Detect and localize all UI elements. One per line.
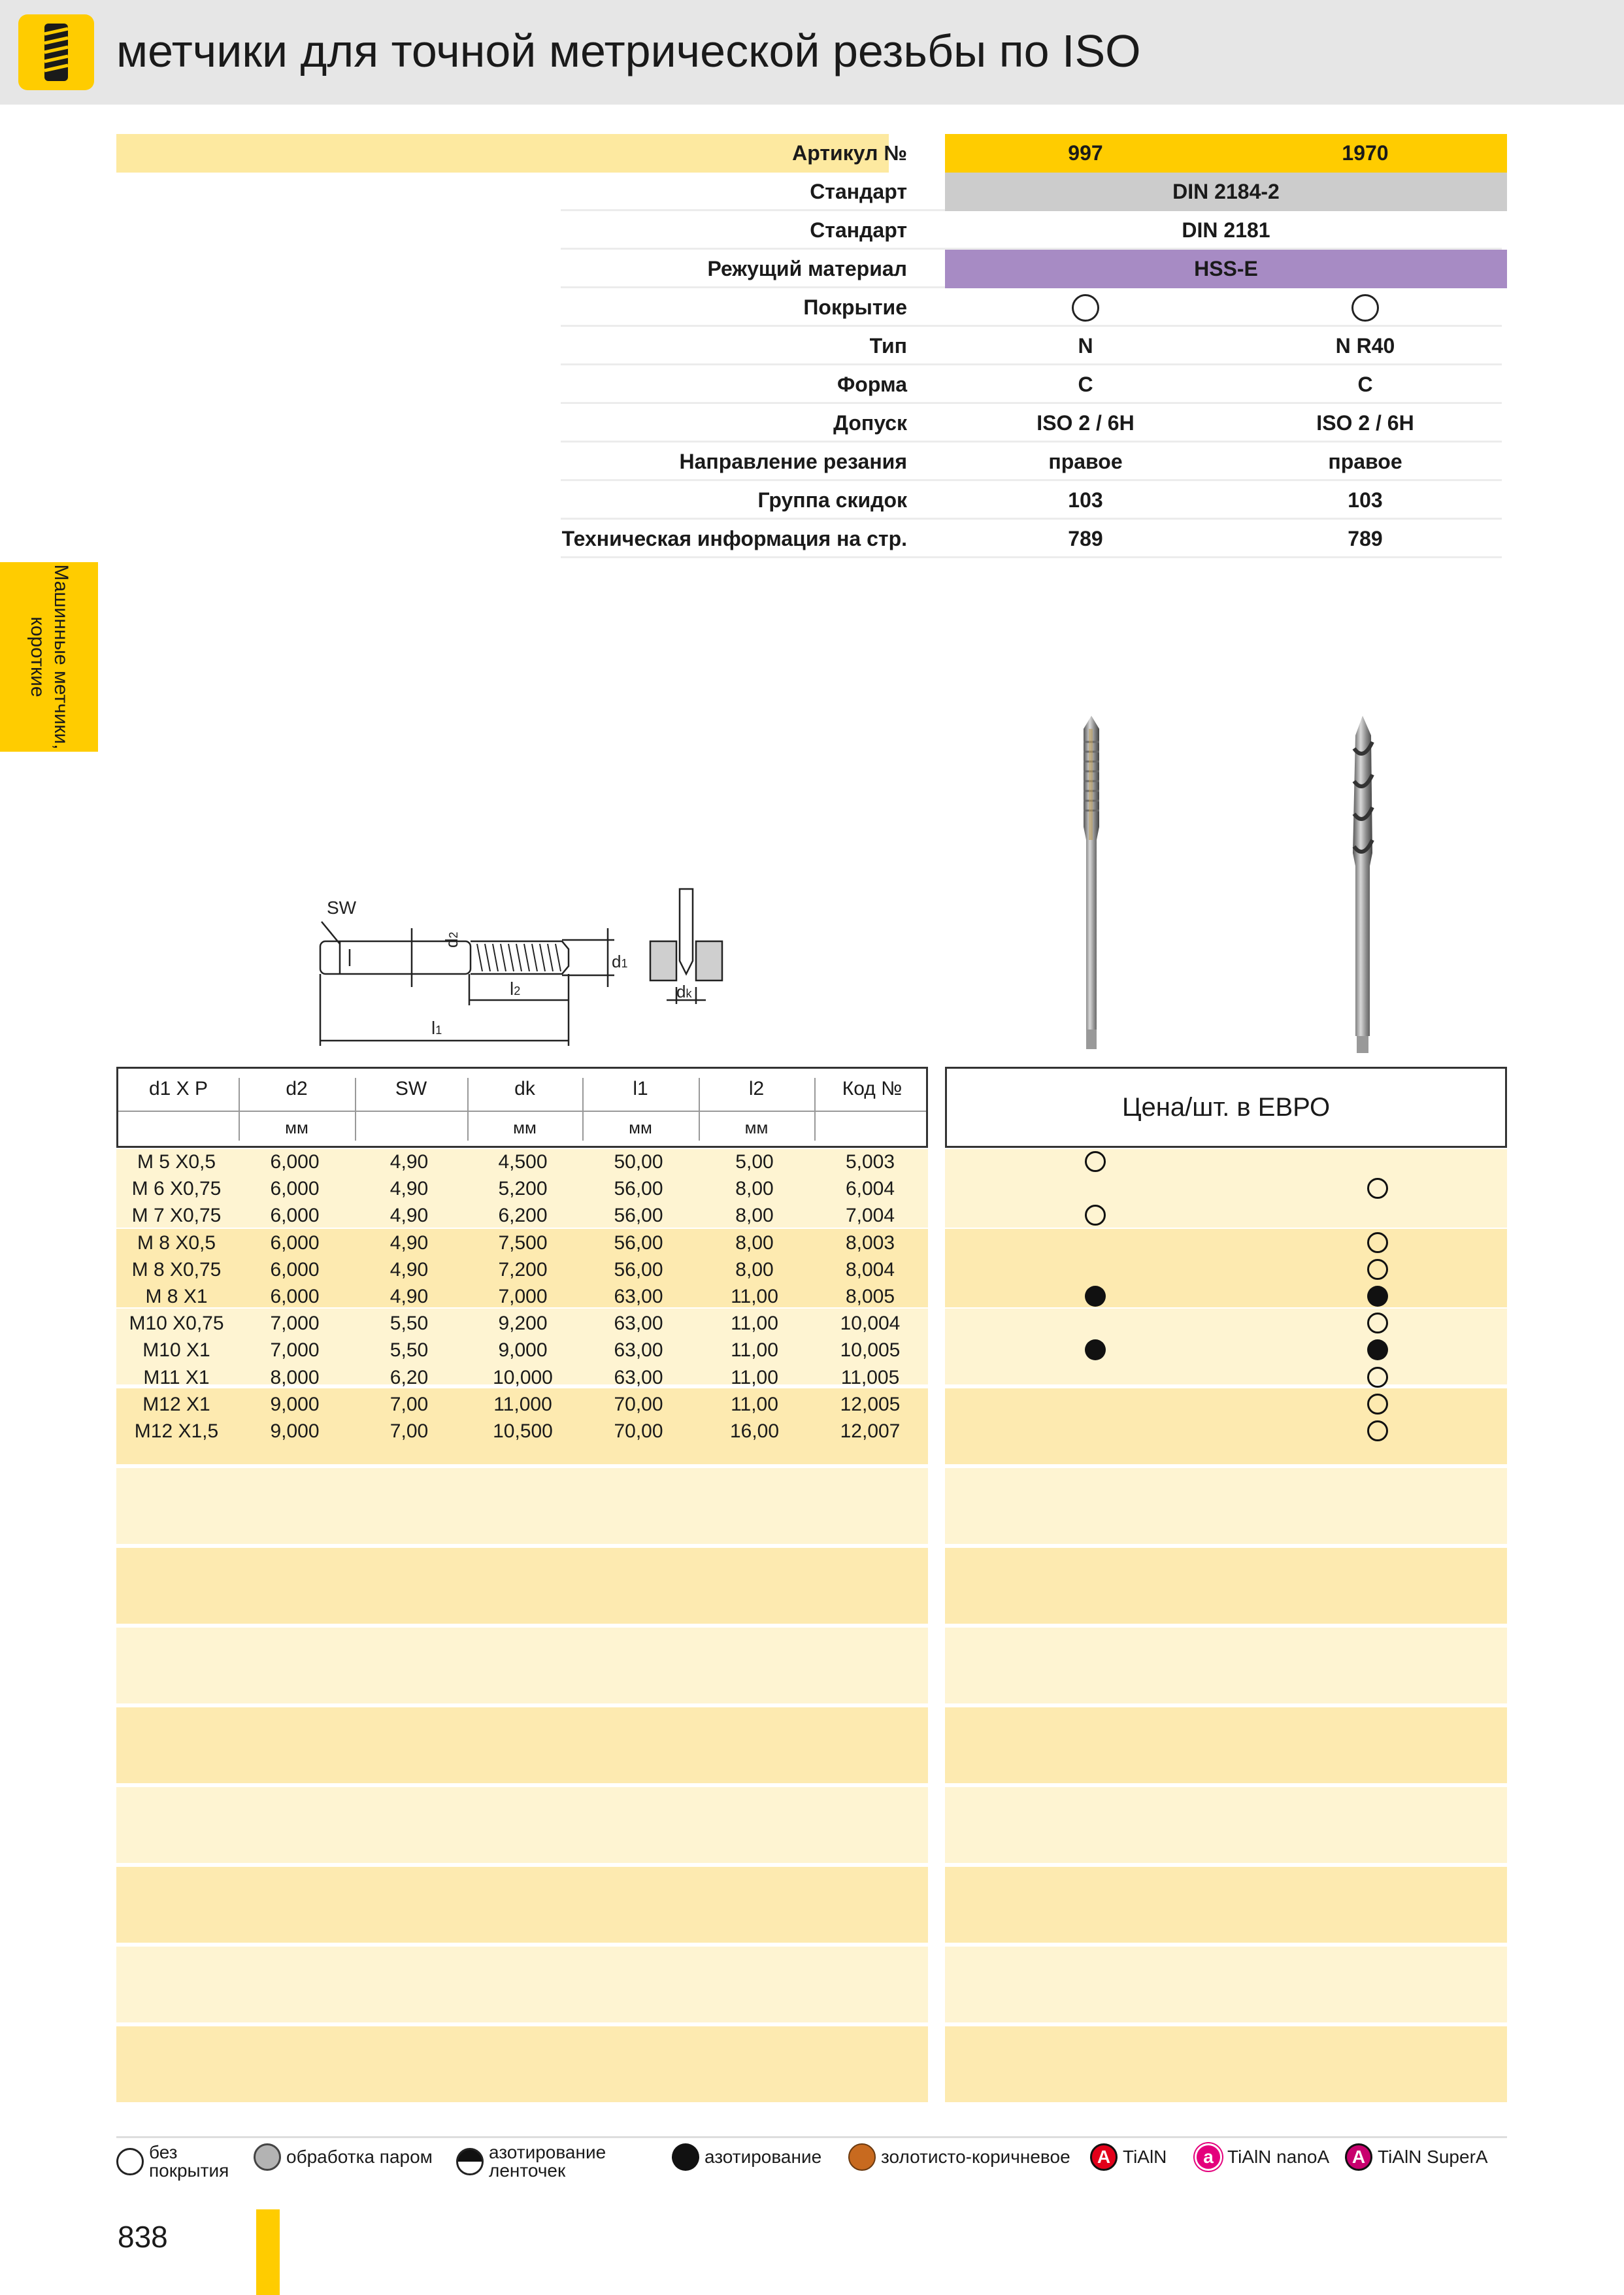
tap-dimension-diagram bbox=[301, 876, 732, 1059]
coating-legend bbox=[116, 2136, 1507, 2185]
column-header: Код № bbox=[842, 1078, 903, 1099]
cell-sw: 5,50 bbox=[389, 1313, 429, 1335]
cell-d1p: M 7 X0,75 bbox=[131, 1205, 222, 1227]
table-row bbox=[116, 1148, 928, 1175]
side-tab-line2: короткие bbox=[27, 616, 48, 697]
svg-text:l1 bbox=[431, 1018, 442, 1038]
table-band bbox=[945, 1149, 1507, 1228]
cell-d2: 6,000 bbox=[270, 1178, 320, 1200]
table-row bbox=[116, 1337, 928, 1364]
table-band bbox=[945, 1867, 1507, 1943]
availability-open-circle-icon bbox=[1367, 1394, 1388, 1415]
table-band bbox=[116, 1867, 928, 1943]
column-unit: мм bbox=[629, 1118, 652, 1137]
cell-code: 5,003 bbox=[845, 1151, 895, 1173]
spec-row bbox=[116, 327, 1502, 365]
cell-code: 8,003 bbox=[845, 1231, 895, 1254]
table-row bbox=[116, 1230, 928, 1256]
spec-label: Тип bbox=[869, 334, 907, 358]
cell-sw: 4,90 bbox=[389, 1231, 429, 1254]
table-row bbox=[116, 1283, 928, 1310]
availability-open-circle-icon bbox=[1367, 1313, 1388, 1333]
column-separator bbox=[582, 1078, 584, 1141]
column-header: dk bbox=[514, 1078, 535, 1099]
cell-l1: 56,00 bbox=[614, 1178, 663, 1200]
spec-value-col2: 789 bbox=[1348, 527, 1383, 550]
svg-text:d2 bbox=[442, 932, 461, 948]
cell-l1: 50,00 bbox=[614, 1151, 663, 1173]
availability-open-circle-icon bbox=[1367, 1232, 1388, 1253]
cell-sw: 4,90 bbox=[389, 1286, 429, 1307]
spec-value-col2: N R40 bbox=[1335, 334, 1395, 358]
spec-label: Покрытие bbox=[803, 295, 907, 319]
cell-l1: 63,00 bbox=[614, 1313, 663, 1335]
circle-red-A-icon bbox=[1090, 2143, 1118, 2171]
cell-l2: 16,00 bbox=[729, 1420, 780, 1442]
spec-label: Стандарт bbox=[810, 218, 907, 242]
cell-dk: 9,000 bbox=[498, 1339, 548, 1362]
spec-row bbox=[116, 250, 1502, 288]
cell-l2: 11,00 bbox=[731, 1286, 778, 1307]
cell-sw: 7,00 bbox=[389, 1393, 429, 1415]
cell-d2: 9,000 bbox=[270, 1420, 320, 1442]
cell-dk: 6,200 bbox=[498, 1205, 548, 1227]
column-separator bbox=[239, 1078, 240, 1141]
column-separator bbox=[814, 1078, 816, 1141]
tool-images bbox=[1026, 716, 1431, 1056]
cell-d2: 6,000 bbox=[270, 1258, 320, 1281]
spec-label: Артикул № bbox=[792, 141, 907, 165]
legend-letter: A bbox=[1097, 2147, 1111, 2167]
cell-d1p: M 8 X1 bbox=[145, 1286, 208, 1307]
uncoated-circle-icon bbox=[1072, 294, 1099, 322]
cell-code: 12,005 bbox=[840, 1393, 901, 1415]
header-divider bbox=[118, 1111, 926, 1112]
diagram-label-dk-sub: k bbox=[686, 987, 692, 1000]
cell-dk: 11,000 bbox=[493, 1393, 552, 1415]
cell-d2: 6,000 bbox=[270, 1231, 320, 1254]
spec-label: Направление резания bbox=[679, 450, 907, 473]
spec-value-col2: 1970 bbox=[1342, 141, 1389, 165]
legend-label: азотирование ленточек bbox=[489, 2142, 606, 2181]
cell-d1p: M 6 X0,75 bbox=[131, 1178, 222, 1200]
availability-open-circle-icon bbox=[1367, 1259, 1388, 1280]
table-band bbox=[945, 1548, 1507, 1624]
column-separator bbox=[699, 1078, 700, 1141]
cell-code: 11,005 bbox=[840, 1366, 900, 1388]
spec-label: Форма bbox=[837, 373, 907, 396]
legend-letter: A bbox=[1351, 2147, 1366, 2167]
data-table-header bbox=[116, 1067, 928, 1148]
circle-black-icon bbox=[672, 2143, 699, 2171]
availability-open-circle-icon bbox=[1367, 1178, 1388, 1199]
table-band bbox=[116, 1548, 928, 1624]
footer-accent-bar bbox=[256, 2209, 280, 2295]
price-header: Цена/шт. в ЕВРО bbox=[945, 1067, 1507, 1148]
uncoated-circle-icon bbox=[1225, 288, 1506, 327]
column-unit bbox=[118, 1109, 239, 1146]
cell-d1p: M10 X0,75 bbox=[129, 1313, 224, 1335]
cell-d1p: M11 X1 bbox=[143, 1366, 210, 1388]
page-title: метчики для точной метрической резьбы по ISO bbox=[116, 25, 1141, 76]
spec-value-col1: 997 bbox=[1068, 141, 1103, 165]
cell-dk: 7,000 bbox=[498, 1286, 548, 1307]
table-band bbox=[945, 1309, 1507, 1384]
legend-label: без покрытия bbox=[149, 2142, 229, 2181]
spec-value-col2: ISO 2 / 6H bbox=[1316, 411, 1414, 435]
cell-d2: 8,000 bbox=[270, 1366, 320, 1388]
column-unit: мм bbox=[513, 1118, 537, 1137]
column-unit: мм bbox=[285, 1118, 308, 1137]
column-unit bbox=[814, 1109, 930, 1146]
cell-d1p: M 5 X0,5 bbox=[137, 1151, 216, 1173]
cell-d2: 7,000 bbox=[270, 1313, 320, 1335]
spec-value-col1: 103 bbox=[1068, 488, 1103, 512]
diagram-label-sw: SW bbox=[327, 897, 357, 918]
cell-l1: 70,00 bbox=[614, 1393, 663, 1415]
circle-open-icon bbox=[116, 2148, 144, 2175]
table-row bbox=[116, 1175, 928, 1202]
legend-label: TiAlN nanoA bbox=[1227, 2147, 1330, 2167]
table-row bbox=[116, 1256, 928, 1283]
uncoated-circle-icon bbox=[1351, 294, 1379, 322]
svg-text:dk bbox=[676, 982, 692, 1001]
spec-value-merged: HSS-E bbox=[1194, 257, 1258, 280]
column-unit bbox=[355, 1109, 467, 1146]
spec-value-col2: 103 bbox=[1348, 488, 1383, 512]
diagram-label-l1-sub: 1 bbox=[435, 1024, 442, 1037]
cell-sw: 4,90 bbox=[389, 1258, 429, 1281]
cell-l1: 56,00 bbox=[614, 1205, 663, 1227]
diagram-label-dk: d bbox=[676, 982, 686, 1001]
cell-l2: 11,00 bbox=[731, 1366, 778, 1388]
spec-label: Режущий материал bbox=[707, 257, 907, 280]
spec-label: Техническая информация на стр. bbox=[561, 527, 907, 550]
column-separator bbox=[355, 1078, 356, 1141]
spec-row bbox=[116, 481, 1502, 520]
cell-d1p: M10 X1 bbox=[142, 1339, 210, 1362]
table-band bbox=[116, 1628, 928, 1703]
legend-item bbox=[456, 2143, 606, 2180]
spec-row bbox=[116, 443, 1502, 481]
legend-item bbox=[116, 2143, 229, 2180]
cell-code: 6,004 bbox=[845, 1178, 895, 1200]
table-band bbox=[116, 1787, 928, 1863]
cell-l2: 11,00 bbox=[731, 1313, 778, 1335]
cell-d1p: M12 X1,5 bbox=[134, 1420, 219, 1442]
cell-l1: 63,00 bbox=[614, 1339, 663, 1362]
spec-row bbox=[116, 134, 1502, 173]
diagram-label-d2-sub: 2 bbox=[447, 931, 460, 939]
legend-item bbox=[1090, 2143, 1167, 2171]
cell-sw: 4,90 bbox=[389, 1178, 429, 1200]
table-band bbox=[945, 1707, 1507, 1783]
cell-sw: 6,20 bbox=[389, 1366, 429, 1388]
table-band bbox=[116, 2026, 928, 2102]
cell-code: 10,005 bbox=[840, 1339, 901, 1362]
page-number: 838 bbox=[118, 2220, 168, 2254]
cell-l2: 8,00 bbox=[735, 1205, 774, 1227]
legend-item bbox=[1345, 2143, 1488, 2171]
svg-text:d1 bbox=[612, 952, 627, 971]
availability-solid-circle-icon bbox=[1085, 1286, 1106, 1307]
cell-code: 12,007 bbox=[840, 1420, 901, 1442]
legend-item bbox=[254, 2143, 433, 2171]
cell-l1: 56,00 bbox=[614, 1231, 663, 1254]
diagram-label-d1: d bbox=[612, 952, 621, 971]
table-row bbox=[116, 1364, 928, 1391]
spec-value-merged: DIN 2184-2 bbox=[1172, 180, 1280, 203]
legend-label: азотирование bbox=[704, 2147, 822, 2167]
cell-d1p: M12 X1 bbox=[142, 1393, 210, 1415]
diagram-label-l2-sub: 2 bbox=[514, 984, 521, 997]
spec-value-col1: ISO 2 / 6H bbox=[1036, 411, 1135, 435]
table-band bbox=[945, 1388, 1507, 1464]
spec-row bbox=[116, 520, 1502, 558]
table-band bbox=[945, 1787, 1507, 1863]
cell-dk: 5,200 bbox=[498, 1178, 548, 1200]
spec-label: Стандарт bbox=[810, 180, 907, 203]
table-band bbox=[116, 1947, 928, 2022]
legend-item bbox=[848, 2143, 1070, 2171]
circle-pink-a-icon bbox=[1195, 2143, 1222, 2171]
cell-d2: 6,000 bbox=[270, 1151, 320, 1173]
availability-solid-circle-icon bbox=[1367, 1286, 1388, 1307]
column-header: d1 X P bbox=[148, 1078, 208, 1099]
table-band bbox=[116, 1468, 928, 1544]
cell-dk: 10,500 bbox=[493, 1420, 553, 1442]
diagram-label-d2: d bbox=[442, 938, 461, 948]
cell-dk: 4,500 bbox=[498, 1151, 548, 1173]
side-tab-line1: Машинные метчики, bbox=[50, 564, 72, 750]
legend-label: золотисто-коричневое bbox=[881, 2147, 1070, 2167]
column-header: d2 bbox=[286, 1078, 308, 1099]
cell-l2: 11,00 bbox=[731, 1339, 778, 1362]
diagram-label-l2: l bbox=[510, 979, 514, 999]
cell-sw: 5,50 bbox=[389, 1339, 429, 1362]
diagram-label-d1-sub: 1 bbox=[621, 957, 628, 970]
spec-value-col2: C bbox=[1357, 373, 1373, 396]
spec-row bbox=[116, 404, 1502, 443]
spec-value-col1: 789 bbox=[1068, 527, 1103, 550]
spec-value-col1: C bbox=[1078, 373, 1093, 396]
column-header: SW bbox=[395, 1078, 427, 1099]
tap-icon bbox=[18, 14, 94, 90]
availability-open-circle-icon bbox=[1367, 1420, 1388, 1441]
table-row bbox=[116, 1202, 928, 1229]
spec-value-col1: N bbox=[1078, 334, 1093, 358]
table-band bbox=[116, 1707, 928, 1783]
cell-dk: 7,200 bbox=[498, 1258, 548, 1281]
spec-label: Группа скидок bbox=[757, 488, 907, 512]
cell-l1: 56,00 bbox=[614, 1258, 663, 1281]
circle-grey-icon bbox=[254, 2143, 281, 2171]
availability-open-circle-icon bbox=[1367, 1367, 1388, 1388]
cell-d1p: M 8 X0,75 bbox=[131, 1258, 222, 1281]
legend-label: TiAlN SuperA bbox=[1378, 2147, 1488, 2167]
section-side-tab bbox=[0, 562, 98, 752]
cell-dk: 7,500 bbox=[498, 1231, 548, 1254]
cell-l1: 63,00 bbox=[614, 1366, 663, 1388]
legend-item bbox=[672, 2143, 821, 2171]
table-row bbox=[116, 1391, 928, 1418]
cell-d2: 6,000 bbox=[270, 1286, 320, 1307]
column-header: l1 bbox=[633, 1078, 648, 1099]
circle-magenta-A-icon bbox=[1345, 2143, 1372, 2171]
availability-open-circle-icon bbox=[1085, 1151, 1106, 1172]
cell-code: 8,005 bbox=[845, 1286, 895, 1307]
cell-dk: 10,000 bbox=[493, 1366, 553, 1388]
cell-l2: 11,00 bbox=[731, 1393, 778, 1415]
spec-row bbox=[116, 173, 1502, 211]
uncoated-circle-icon bbox=[945, 288, 1226, 327]
cell-l1: 70,00 bbox=[614, 1420, 663, 1442]
cell-sw: 7,00 bbox=[389, 1420, 429, 1442]
cell-l2: 8,00 bbox=[735, 1178, 774, 1200]
legend-label: обработка паром bbox=[286, 2147, 433, 2167]
column-separator bbox=[467, 1078, 469, 1141]
column-header: l2 bbox=[748, 1078, 765, 1099]
cell-l2: 8,00 bbox=[735, 1231, 774, 1254]
table-row bbox=[116, 1418, 928, 1445]
straight-flute-tap-image bbox=[1084, 716, 1099, 1049]
cell-l1: 63,00 bbox=[614, 1286, 663, 1307]
legend-letter: a bbox=[1203, 2147, 1214, 2167]
column-unit: мм bbox=[744, 1118, 769, 1137]
cell-d1p: M 8 X0,5 bbox=[137, 1231, 216, 1254]
table-band bbox=[945, 1468, 1507, 1544]
spec-row bbox=[116, 211, 1502, 250]
spec-row bbox=[116, 288, 1502, 327]
cell-sw: 4,90 bbox=[389, 1205, 429, 1227]
spiral-flute-tap-image bbox=[1353, 716, 1372, 1053]
cell-code: 8,004 bbox=[845, 1258, 895, 1281]
spec-value-col1: правое bbox=[1048, 450, 1123, 473]
cell-dk: 9,200 bbox=[498, 1313, 548, 1335]
table-band bbox=[945, 1947, 1507, 2022]
circle-brown-icon bbox=[848, 2143, 876, 2171]
table-band bbox=[945, 2026, 1507, 2102]
legend-item bbox=[1195, 2143, 1329, 2171]
cell-code: 10,004 bbox=[840, 1313, 901, 1335]
cell-l2: 5,00 bbox=[735, 1151, 774, 1173]
cell-d2: 6,000 bbox=[270, 1205, 320, 1227]
cell-code: 7,004 bbox=[845, 1205, 895, 1227]
table-row bbox=[116, 1310, 928, 1337]
spec-row bbox=[116, 365, 1502, 404]
spec-label: Допуск bbox=[833, 411, 907, 435]
spec-value-merged: DIN 2181 bbox=[1182, 218, 1270, 242]
cell-sw: 4,90 bbox=[389, 1151, 429, 1173]
circle-half-icon bbox=[456, 2148, 484, 2175]
cell-d2: 9,000 bbox=[270, 1393, 320, 1415]
table-band bbox=[945, 1628, 1507, 1703]
legend-label: TiAlN bbox=[1123, 2147, 1167, 2167]
svg-text:l2 bbox=[510, 979, 520, 999]
cell-l2: 8,00 bbox=[735, 1258, 774, 1281]
table-band bbox=[945, 1229, 1507, 1307]
cell-d2: 7,000 bbox=[270, 1339, 320, 1362]
diagram-label-l1: l bbox=[431, 1018, 436, 1038]
spec-value-col2: правое bbox=[1328, 450, 1402, 473]
